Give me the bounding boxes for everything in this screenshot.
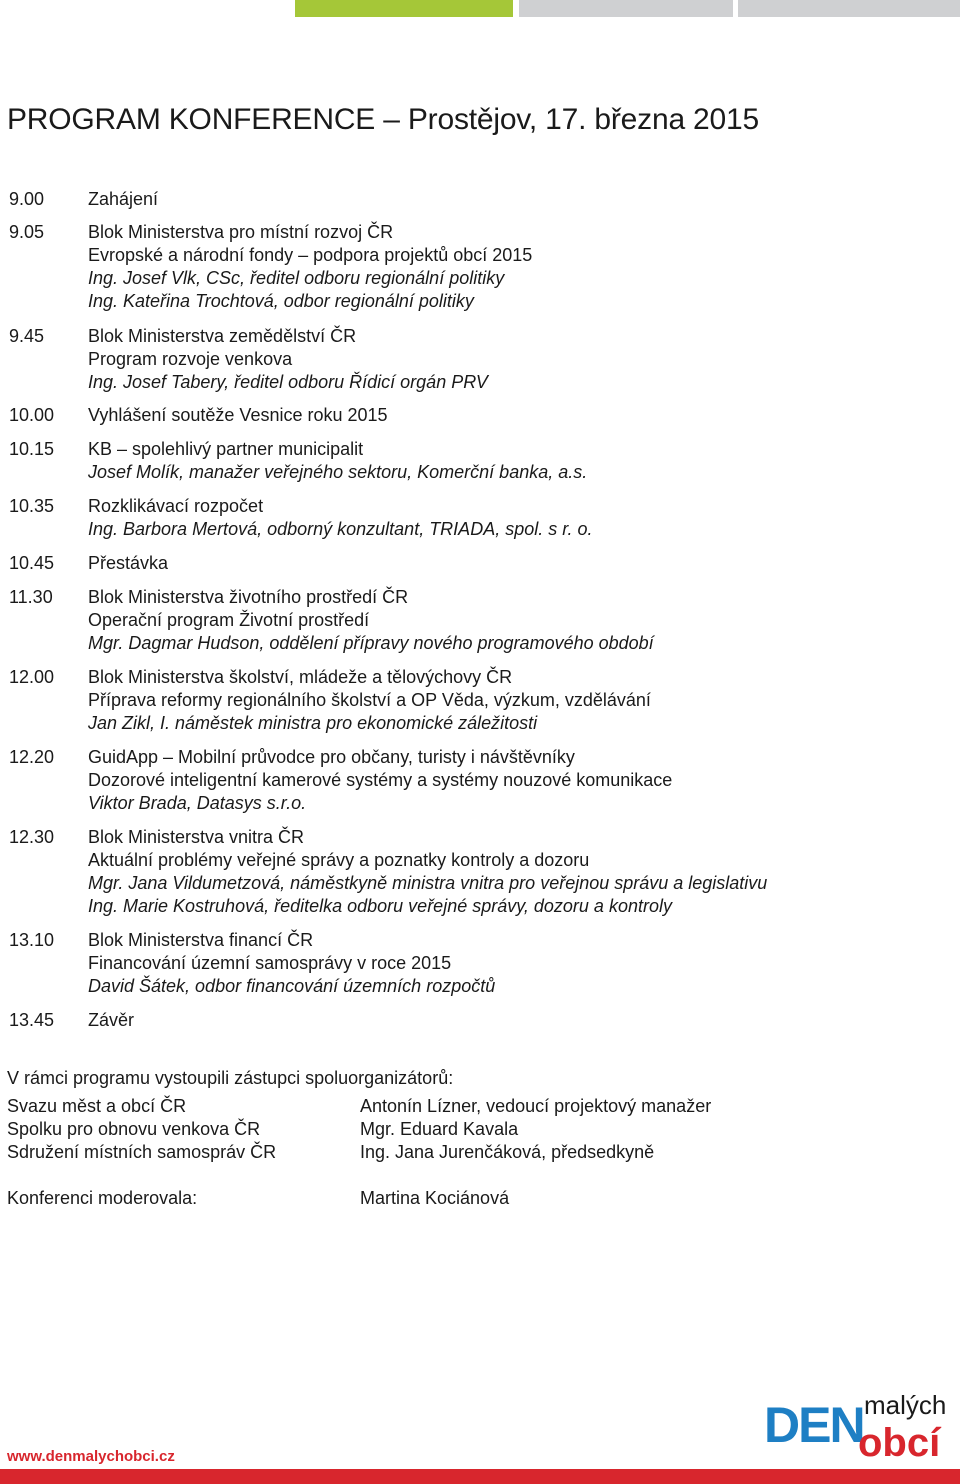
program-speaker: Mgr. Dagmar Hudson, oddělení přípravy nového programového období	[88, 633, 654, 653]
program-speaker: Jan Zikl, I. náměstek ministra pro ekonomické záležitosti	[88, 713, 538, 733]
program-speaker: Ing. Josef Vlk, CSc, ředitel odboru regionální politiky	[88, 268, 505, 288]
organizers-list	[0, 1095, 960, 1164]
program-details	[88, 552, 948, 575]
moderator-label: Konferenci moderovala:	[7, 1188, 198, 1208]
program-speaker: Ing. Barbora Mertová, odborný konzultant, TRIADA, spol. s r. o.	[88, 519, 593, 539]
logo-word-obci: obcí	[858, 1421, 941, 1465]
program-details	[88, 404, 948, 427]
top-bar-grey-2	[738, 0, 960, 17]
program-topic: Blok Ministerstva financí ČR	[88, 930, 314, 950]
program-time: 12.20	[9, 747, 55, 767]
program-topic: Závěr	[88, 1010, 135, 1030]
program-details	[88, 826, 948, 918]
program-topic: Operační program Životní prostředí	[88, 610, 370, 630]
den-malych-obci-logo	[760, 1384, 960, 1466]
program-time: 11.30	[9, 587, 53, 607]
organizers-intro: V rámci programu vystoupili zástupci spoluorganizátorů:	[7, 1068, 454, 1088]
program-topic: Blok Ministerstva vnitra ČR	[88, 827, 305, 847]
top-bar-grey-1	[519, 0, 733, 17]
program-time: 9.45	[9, 326, 45, 346]
logo-word-den: DEN	[764, 1397, 864, 1453]
program-topic: Blok Ministerstva pro místní rozvoj ČR	[88, 222, 394, 242]
organizer-person: Ing. Jana Jurenčáková, předsedkyně	[360, 1142, 655, 1162]
program-topic: Blok Ministerstva školství, mládeže a tělovýchovy ČR	[88, 667, 513, 687]
program-details	[88, 221, 948, 313]
organizer-person: Mgr. Eduard Kavala	[360, 1119, 519, 1139]
program-time: 10.15	[9, 439, 55, 459]
program-topic: Evropské a národní fondy – podpora projektů obcí 2015	[88, 245, 533, 265]
top-bar-green	[295, 0, 513, 17]
footer-website-link[interactable]: www.denmalychobci.cz	[7, 1448, 175, 1465]
moderator-name: Martina Kociánová	[360, 1188, 510, 1208]
program-time: 13.45	[9, 1010, 55, 1030]
program-topic: Blok Ministerstva zemědělství ČR	[88, 326, 357, 346]
organizer-person: Antonín Lízner, vedoucí projektový manažer	[360, 1096, 712, 1116]
program-topic: Dozorové inteligentní kamerové systémy a systémy nouzové komunikace	[88, 770, 673, 790]
program-time: 10.00	[9, 405, 55, 425]
program-topic: Zahájení	[88, 189, 159, 209]
program-topic: Aktuální problémy veřejné správy a poznatky kontroly a dozoru	[88, 850, 590, 870]
program-topic: Program rozvoje venkova	[88, 349, 293, 369]
organizer-row	[0, 1118, 960, 1141]
program-speaker: Ing. Marie Kostruhová, ředitelka odboru veřejné správy, dozoru a kontroly	[88, 896, 672, 916]
program-speaker: Ing. Kateřina Trochtová, odbor regionální politiky	[88, 291, 474, 311]
program-details	[88, 438, 948, 484]
program-time: 9.05	[9, 222, 45, 242]
program-details	[88, 666, 948, 735]
program-topic: GuidApp – Mobilní průvodce pro občany, turisty i návštěvníky	[88, 747, 575, 767]
program-topic: Financování územní samosprávy v roce 2015	[88, 953, 452, 973]
page-title: PROGRAM KONFERENCE – Prostějov, 17. března 2015	[7, 103, 759, 136]
program-details	[88, 495, 948, 541]
program-topic: Přestávka	[88, 553, 169, 573]
program-time: 9.00	[9, 189, 45, 209]
bottom-decor-bar	[0, 1469, 960, 1484]
program-topic: Příprava reformy regionálního školství a OP Věda, výzkum, vzdělávání	[88, 690, 651, 710]
program-speaker: Mgr. Jana Vildumetzová, náměstkyně ministra vnitra pro veřejnou správu a legislativu	[88, 873, 768, 893]
program-topic: Blok Ministerstva životního prostředí ČR	[88, 587, 409, 607]
program-time: 13.10	[9, 930, 55, 950]
program-details	[88, 586, 948, 655]
program-speaker: Josef Molík, manažer veřejného sektoru, Komerční banka, a.s.	[88, 462, 588, 482]
logo-word-malych: malých	[864, 1390, 947, 1420]
organizer-name: Sdružení místních samospráv ČR	[7, 1142, 277, 1162]
organizer-row	[0, 1095, 960, 1118]
program-details	[88, 1009, 948, 1032]
program-topic: KB – spolehlivý partner municipalit	[88, 439, 364, 459]
organizer-name: Spolku pro obnovu venkova ČR	[7, 1119, 261, 1139]
program-speaker: Viktor Brada, Datasys s.r.o.	[88, 793, 307, 813]
program-details	[88, 325, 948, 394]
program-time: 10.45	[9, 553, 55, 573]
moderator-row	[0, 1187, 960, 1210]
program-details	[88, 746, 948, 815]
program-details	[88, 929, 948, 998]
program-time: 12.00	[9, 667, 55, 687]
program-speaker: Ing. Josef Tabery, ředitel odboru Řídicí orgán PRV	[88, 372, 488, 392]
organizer-name: Svazu měst a obcí ČR	[7, 1096, 187, 1116]
program-details	[88, 188, 948, 211]
organizer-row	[0, 1141, 960, 1164]
program-time: 10.35	[9, 496, 55, 516]
program-speaker: David Šátek, odbor financování územních rozpočtů	[88, 976, 496, 996]
program-topic: Rozklikávací rozpočet	[88, 496, 264, 516]
top-decor-bars	[0, 0, 960, 18]
program-time: 12.30	[9, 827, 55, 847]
program-topic: Vyhlášení soutěže Vesnice roku 2015	[88, 405, 388, 425]
